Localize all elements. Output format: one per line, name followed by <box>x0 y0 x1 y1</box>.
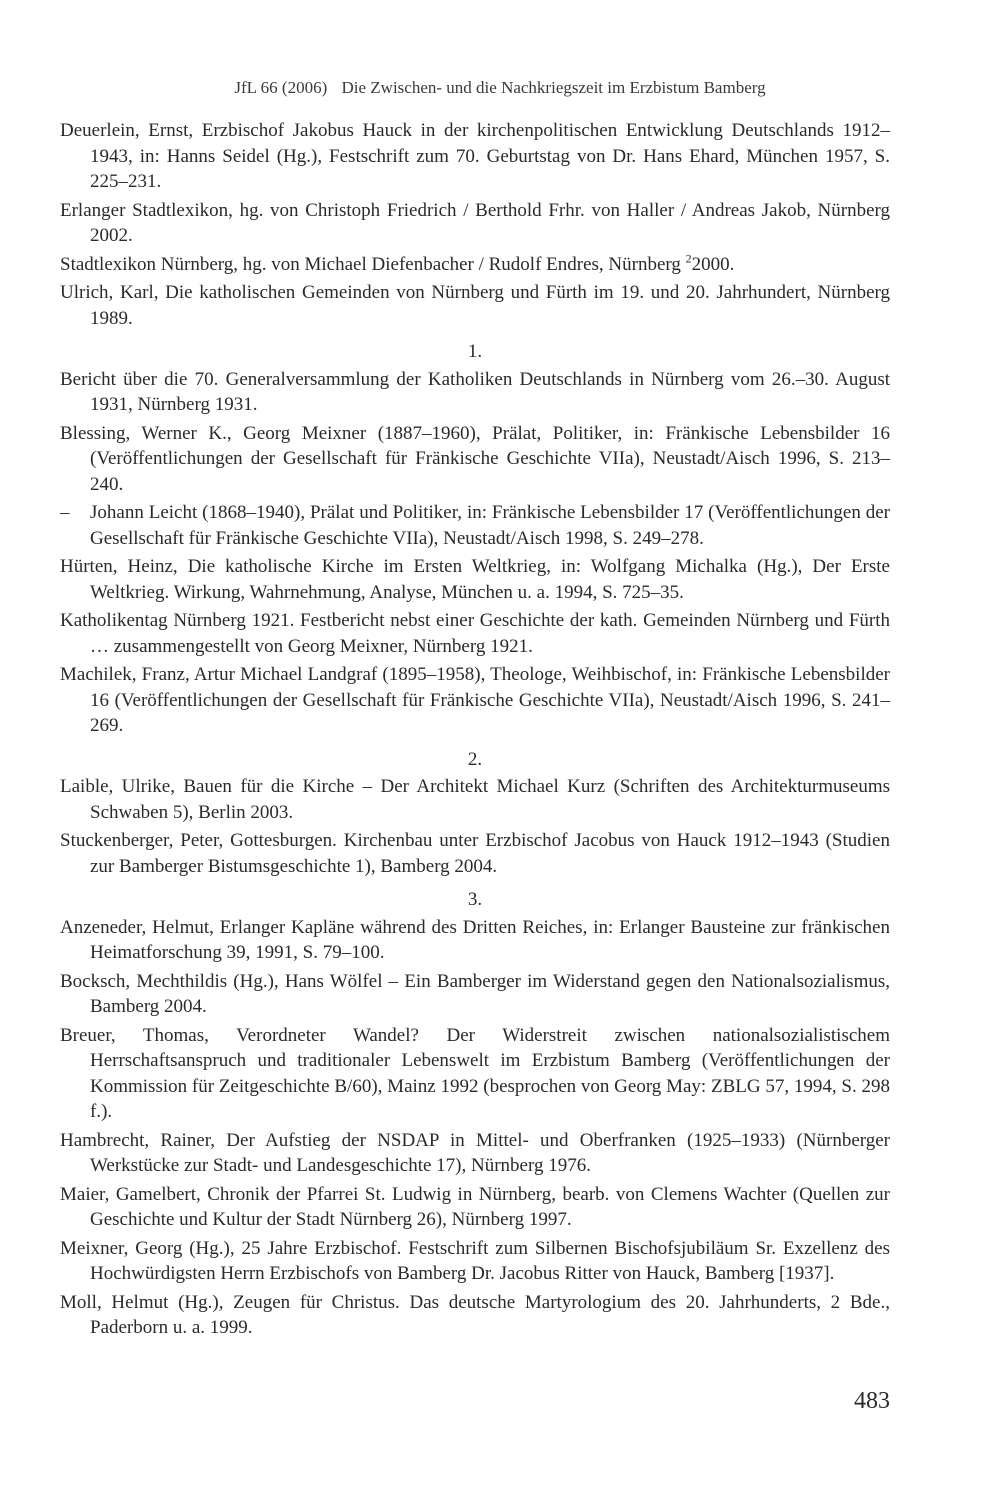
bibliography-entry: Erlanger Stadtlexikon, hg. von Christoph Friedrich / Berthold Frhr. von Haller / Andreas Jakob, Nürnberg 2002. <box>60 199 890 246</box>
running-header <box>0 78 1000 98</box>
bibliography-entry: Bericht über die 70. Generalversammlung der Katholiken Deutschlands in Nürnberg vom 26.–30. August 1931, Nürnberg 1931. <box>60 368 890 415</box>
bibliography-entry-stadtlexikon <box>60 252 890 278</box>
bibliography-entry: Anzeneder, Helmut, Erlanger Kapläne während des Dritten Reiches, in: Erlanger Bausteine zur fränkischen Heimatforschung 39, 1991, S. 79–100. <box>60 916 890 963</box>
edition-superscript: 2 <box>685 251 692 266</box>
entry-text: Stadtlexikon Nürnberg, hg. von Michael Diefenbacher / Rudolf Endres, Nürnberg <box>60 253 686 275</box>
bibliography-entry: Meixner, Georg (Hg.), 25 Jahre Erzbischof. Festschrift zum Silbernen Bischofsjubiläum Sr. Exzellenz des Hochwürdigsten Herrn Erzbischofs von Bamberg Dr. Jacobus Ritter von Hauck, Bamberg [1937]. <box>60 1237 890 1284</box>
bibliography-entry: Laible, Ulrike, Bauen für die Kirche – Der Architekt Michael Kurz (Schriften des Architekturmuseums Schwaben 5), Berlin 2003. <box>60 776 890 823</box>
section-number: 2. <box>467 748 483 770</box>
bibliography-entry: Hürten, Heinz, Die katholische Kirche im Ersten Weltkrieg, in: Wolfgang Michalka (Hg.), Der Erste Weltkrieg. Wirkung, Wahrnehmung, Analyse, München u. a. 1994, S. 725–35. <box>60 556 890 603</box>
bibliography-entry: Stuckenberger, Peter, Gottesburgen. Kirchenbau unter Erzbischof Jacobus von Hauck 1912–1943 (Studien zur Bamberger Bistumsgeschichte 1), Bamberg 2004. <box>60 830 890 877</box>
bibliography-entry: Hambrecht, Rainer, Der Aufstieg der NSDAP in Mittel- und Oberfranken (1925–1933) (Nürnberger Werkstücke zur Stadt- und Landesgeschichte 17), Nürnberg 1976. <box>60 1129 890 1176</box>
entry-text: Johann Leicht (1868–1940), Prälat und Politiker, in: Fränkische Lebensbilder 17 (Veröffentlichungen der Gesellschaft für Fränkische Geschichte VIIa), Neustadt/Aisch 1998, S. 249–278. <box>90 502 890 549</box>
bibliography-entry: Breuer, Thomas, Verordneter Wandel? Der Widerstreit zwischen nationalsozialistischem Herrschaftsanspruch und traditionaler Lebenswelt im Erzbistum Bamberg (Veröffentlichungen der Kommission für Zeitgeschichte B/60), Mainz 1992 (besprochen von Georg May: ZBLG 57, 1994, S. 298 f.). <box>60 1024 890 1122</box>
bibliography-entry: Katholikentag Nürnberg 1921. Festbericht nebst einer Geschichte der kath. Gemeinden Nürnberg und Fürth … zusammengestellt von Georg Meixner, Nürnberg 1921. <box>60 610 890 657</box>
section-number: 3. <box>467 889 483 910</box>
section-number: 1. <box>467 341 483 362</box>
bibliography-entry: Deuerlein, Ernst, Erzbischof Jakobus Hauck in der kirchenpolitischen Entwicklung Deutschlands 1912–1943, in: Hanns Seidel (Hg.), Festschrift zum 70. Geburtstag von Dr. Hans Ehard, München 1957, S. 225–231. <box>60 120 890 192</box>
bibliography-entry: Moll, Helmut (Hg.), Zeugen für Christus. Das deutsche Martyrologium des 20. Jahrhunderts, 2 Bde., Paderborn u. a. 1999. <box>60 1291 890 1338</box>
bibliography-entry: Machilek, Franz, Artur Michael Landgraf (1895–1958), Theologe, Weihbischof, in: Fränkische Lebensbilder 16 (Veröffentlichungen der Gesellschaft für Fränkische Geschichte VIIa), Neustadt/Aisch 1996, S. 241–269. <box>60 664 890 736</box>
journal-citation: JfL 66 (2006) <box>234 78 328 97</box>
bibliography-entry: Blessing, Werner K., Georg Meixner (1887–1960), Prälat, Politiker, in: Fränkische Lebensbilder 16 (Veröffentlichungen der Gesellschaft für Fränkische Geschichte VIIa), Neustadt/Aisch 1996, S. 213–240. <box>60 422 890 495</box>
bibliography-entry: Ulrich, Karl, Die katholischen Gemeinden von Nürnberg und Fürth im 19. und 20. Jahrhundert, Nürnberg 1989. <box>60 282 890 329</box>
bibliography-entry-same-author <box>60 500 890 551</box>
page-number: 483 <box>854 1388 890 1414</box>
entry-year: 2000. <box>691 253 735 275</box>
bibliography-entry: Bocksch, Mechthildis (Hg.), Hans Wölfel – Ein Bamberger im Widerstand gegen den Nationalsozialismus, Bamberg 2004. <box>60 970 890 1017</box>
running-title: Die Zwischen- und die Nachkriegszeit im Erzbistum Bamberg <box>341 78 766 97</box>
ditto-dash: – <box>60 502 70 523</box>
bibliography-entry: Maier, Gamelbert, Chronik der Pfarrei St. Ludwig in Nürnberg, bearb. von Clemens Wachter (Quellen zur Geschichte und Kultur der Stadt Nürnberg 26), Nürnberg 1997. <box>60 1183 890 1230</box>
bibliography <box>60 118 890 1344</box>
